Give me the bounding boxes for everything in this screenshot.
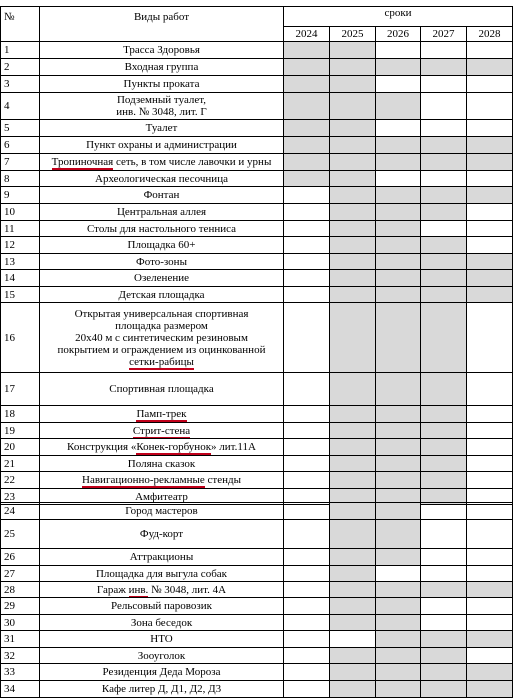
row-number: 32	[1, 648, 40, 664]
year-cell-filled	[330, 549, 376, 566]
table-row	[1, 237, 513, 254]
year-cell-filled	[284, 137, 330, 154]
year-cell-filled	[376, 503, 421, 520]
year-cell-empty	[467, 76, 513, 93]
year-cell-filled	[421, 631, 467, 648]
year-cell-empty	[421, 171, 467, 187]
year-cell-filled	[421, 137, 467, 154]
work-name: Озеленение	[40, 270, 284, 287]
year-cell-filled	[330, 520, 376, 549]
year-cell-filled	[376, 549, 421, 566]
row-number: 14	[1, 270, 40, 287]
year-cell-empty	[284, 456, 330, 472]
year-cell-empty	[467, 503, 513, 520]
table-row	[1, 187, 513, 204]
year-cell-filled	[330, 287, 376, 303]
row-number: 13	[1, 254, 40, 270]
year-cell-filled	[467, 664, 513, 681]
table-row	[1, 204, 513, 221]
work-name: Памп-трек	[40, 406, 284, 423]
row-number: 23	[1, 489, 40, 505]
table-row	[1, 137, 513, 154]
year-cell-empty	[284, 615, 330, 631]
year-cell-empty	[467, 171, 513, 187]
year-cell-empty	[467, 204, 513, 221]
work-name: Археологическая песочница	[40, 171, 284, 187]
year-cell-filled	[284, 154, 330, 171]
table-row	[1, 439, 513, 456]
year-cell-filled	[330, 221, 376, 237]
row-number: 20	[1, 439, 40, 456]
year-cell-filled	[376, 187, 421, 204]
row-number: 33	[1, 664, 40, 681]
year-cell-filled	[284, 59, 330, 76]
table-row	[1, 582, 513, 598]
work-name: Рельсовый паровозик	[40, 598, 284, 615]
year-cell-empty	[467, 303, 513, 373]
year-cell-filled	[467, 154, 513, 171]
year-cell-empty	[284, 423, 330, 439]
work-name: Столы для настольного тенниса	[40, 221, 284, 237]
year-cell-filled	[421, 287, 467, 303]
year-cell-empty	[284, 598, 330, 615]
work-name: Фото-зоны	[40, 254, 284, 270]
year-cell-filled	[467, 254, 513, 270]
table-row	[1, 520, 513, 549]
year-cell-empty	[467, 456, 513, 472]
year-cell-filled	[421, 204, 467, 221]
table-row	[1, 59, 513, 76]
year-cell-empty	[421, 93, 467, 120]
row-number: 11	[1, 221, 40, 237]
table-row	[1, 648, 513, 664]
year-cell-empty	[421, 549, 467, 566]
table-row	[1, 221, 513, 237]
year-cell-empty	[284, 439, 330, 456]
year-cell-filled	[467, 582, 513, 598]
year-cell-filled	[376, 303, 421, 373]
row-number: 5	[1, 120, 40, 137]
year-cell-empty	[376, 171, 421, 187]
row-number: 28	[1, 582, 40, 598]
row-number: 7	[1, 154, 40, 171]
year-cell-filled	[376, 406, 421, 423]
year-cell-empty	[467, 648, 513, 664]
year-cell-filled	[284, 93, 330, 120]
table-row	[1, 472, 513, 489]
year-cell-empty	[467, 42, 513, 59]
year-cell-empty	[467, 615, 513, 631]
table-row	[1, 303, 513, 373]
work-name: Пункты проката	[40, 76, 284, 93]
year-cell-empty	[284, 566, 330, 582]
year-cell-filled	[421, 187, 467, 204]
year-cell-empty	[284, 204, 330, 221]
year-cell-empty	[284, 254, 330, 270]
work-name: Трасса Здоровья	[40, 42, 284, 59]
year-cell-filled	[284, 76, 330, 93]
year-cell-empty	[284, 503, 330, 520]
work-name: Спортивная площадка	[40, 373, 284, 406]
year-cell-filled	[421, 254, 467, 270]
year-cell-empty	[284, 187, 330, 204]
year-cell-filled	[421, 270, 467, 287]
year-cell-empty	[467, 120, 513, 137]
year-cell-empty	[284, 631, 330, 648]
year-cell-filled	[330, 615, 376, 631]
year-cell-empty	[376, 120, 421, 137]
work-name: Площадка 60+	[40, 237, 284, 254]
works-schedule-table-bottom	[0, 502, 513, 698]
header-num: №	[1, 7, 40, 42]
header-year: 2024	[284, 27, 330, 42]
year-cell-filled	[376, 664, 421, 681]
year-cell-empty	[467, 566, 513, 582]
year-cell-empty	[421, 42, 467, 59]
year-cell-filled	[467, 270, 513, 287]
year-cell-filled	[421, 237, 467, 254]
table-row	[1, 93, 513, 120]
row-number: 17	[1, 373, 40, 406]
year-cell-filled	[376, 287, 421, 303]
row-number: 2	[1, 59, 40, 76]
row-number: 3	[1, 76, 40, 93]
year-cell-filled	[376, 93, 421, 120]
year-cell-empty	[421, 120, 467, 137]
year-cell-empty	[467, 520, 513, 549]
work-name: Навигационно-рекламные стенды	[40, 472, 284, 489]
table-row	[1, 566, 513, 582]
year-cell-filled	[376, 598, 421, 615]
row-number: 24	[1, 503, 40, 520]
year-cell-filled	[376, 59, 421, 76]
year-cell-empty	[330, 631, 376, 648]
year-cell-filled	[421, 472, 467, 489]
year-cell-filled	[330, 187, 376, 204]
year-cell-filled	[330, 254, 376, 270]
works-schedule-table-top	[0, 6, 513, 505]
row-number: 26	[1, 549, 40, 566]
header-terms: сроки	[284, 7, 513, 27]
year-cell-filled	[467, 631, 513, 648]
year-cell-filled	[376, 615, 421, 631]
table-row	[1, 681, 513, 698]
table-row	[1, 615, 513, 631]
year-cell-filled	[330, 42, 376, 59]
year-cell-filled	[330, 237, 376, 254]
year-cell-filled	[421, 664, 467, 681]
table-row	[1, 631, 513, 648]
year-cell-filled	[330, 137, 376, 154]
year-cell-empty	[284, 406, 330, 423]
year-cell-filled	[330, 439, 376, 456]
row-number: 15	[1, 287, 40, 303]
table-row	[1, 270, 513, 287]
row-number: 21	[1, 456, 40, 472]
table-row	[1, 287, 513, 303]
year-cell-empty	[467, 406, 513, 423]
year-cell-filled	[330, 664, 376, 681]
work-name: Открытая универсальная спортивная площадка размером 20х40 м с синтетическим резиновым покрытием и ограждением из оцинкованной сетки-рабицы	[40, 303, 284, 373]
year-cell-empty	[284, 373, 330, 406]
table-row	[1, 42, 513, 59]
year-cell-filled	[421, 648, 467, 664]
work-name: Кафе литер Д, Д1, Д2, Д3	[40, 681, 284, 698]
year-cell-filled	[376, 254, 421, 270]
table-row	[1, 664, 513, 681]
work-name: Гараж инв. № 3048, лит. 4А	[40, 582, 284, 598]
year-cell-empty	[421, 566, 467, 582]
table-row	[1, 120, 513, 137]
row-number: 16	[1, 303, 40, 373]
work-name: Площадка для выгула собак	[40, 566, 284, 582]
work-name: Центральная аллея	[40, 204, 284, 221]
work-name: Амфитеатр	[40, 489, 284, 505]
year-cell-empty	[421, 520, 467, 549]
year-cell-filled	[330, 423, 376, 439]
work-name: Туалет	[40, 120, 284, 137]
table-row	[1, 549, 513, 566]
table-row	[1, 406, 513, 423]
row-number: 9	[1, 187, 40, 204]
year-cell-filled	[467, 287, 513, 303]
row-number: 31	[1, 631, 40, 648]
table-row	[1, 456, 513, 472]
row-number: 34	[1, 681, 40, 698]
year-cell-filled	[376, 681, 421, 698]
year-cell-empty	[376, 42, 421, 59]
year-cell-empty	[284, 303, 330, 373]
work-name: Аттракционы	[40, 549, 284, 566]
year-cell-filled	[284, 171, 330, 187]
table-row	[1, 503, 513, 520]
row-number: 19	[1, 423, 40, 439]
year-cell-empty	[467, 598, 513, 615]
year-cell-filled	[421, 373, 467, 406]
year-cell-filled	[330, 582, 376, 598]
table-row	[1, 254, 513, 270]
header-year: 2028	[467, 27, 513, 42]
table-row	[1, 171, 513, 187]
year-cell-filled	[330, 406, 376, 423]
year-cell-empty	[467, 373, 513, 406]
year-cell-filled	[330, 154, 376, 171]
year-cell-empty	[284, 520, 330, 549]
year-cell-filled	[376, 373, 421, 406]
year-cell-filled	[421, 423, 467, 439]
year-cell-empty	[421, 76, 467, 93]
year-cell-filled	[421, 439, 467, 456]
year-cell-empty	[284, 287, 330, 303]
year-cell-filled	[330, 472, 376, 489]
year-cell-filled	[330, 204, 376, 221]
year-cell-filled	[376, 648, 421, 664]
year-cell-empty	[376, 76, 421, 93]
year-cell-filled	[421, 456, 467, 472]
year-cell-filled	[376, 520, 421, 549]
table-row	[1, 598, 513, 615]
work-name: Фонтан	[40, 187, 284, 204]
row-number: 8	[1, 171, 40, 187]
year-cell-empty	[467, 423, 513, 439]
year-cell-empty	[284, 221, 330, 237]
row-number: 29	[1, 598, 40, 615]
year-cell-empty	[467, 237, 513, 254]
work-name: Конструкция «Конек-горбунок» лит.11А	[40, 439, 284, 456]
table-row	[1, 423, 513, 439]
year-cell-filled	[421, 681, 467, 698]
work-name: Зооуголок	[40, 648, 284, 664]
header-year: 2025	[330, 27, 376, 42]
year-cell-filled	[330, 566, 376, 582]
year-cell-filled	[421, 406, 467, 423]
year-cell-filled	[467, 187, 513, 204]
year-cell-filled	[330, 171, 376, 187]
row-number: 6	[1, 137, 40, 154]
header-year: 2027	[421, 27, 467, 42]
row-number: 10	[1, 204, 40, 221]
header-works: Виды работ	[40, 7, 284, 42]
year-cell-filled	[330, 681, 376, 698]
year-cell-filled	[330, 270, 376, 287]
year-cell-filled	[330, 373, 376, 406]
year-cell-filled	[330, 503, 376, 520]
year-cell-filled	[376, 270, 421, 287]
year-cell-filled	[376, 472, 421, 489]
year-cell-filled	[376, 439, 421, 456]
table-row	[1, 76, 513, 93]
year-cell-empty	[284, 472, 330, 489]
year-cell-empty	[284, 549, 330, 566]
year-cell-empty	[284, 237, 330, 254]
header-year: 2026	[376, 27, 421, 42]
year-cell-filled	[376, 582, 421, 598]
year-cell-filled	[330, 648, 376, 664]
year-cell-empty	[467, 549, 513, 566]
year-cell-empty	[421, 221, 467, 237]
row-number: 27	[1, 566, 40, 582]
year-cell-filled	[330, 456, 376, 472]
year-cell-empty	[421, 615, 467, 631]
year-cell-empty	[467, 221, 513, 237]
year-cell-filled	[376, 237, 421, 254]
year-cell-filled	[467, 137, 513, 154]
year-cell-empty	[421, 598, 467, 615]
row-number: 25	[1, 520, 40, 549]
work-name: Входная группа	[40, 59, 284, 76]
row-number: 30	[1, 615, 40, 631]
row-number: 1	[1, 42, 40, 59]
year-cell-filled	[330, 120, 376, 137]
year-cell-filled	[467, 59, 513, 76]
work-name: НТО	[40, 631, 284, 648]
year-cell-empty	[421, 503, 467, 520]
year-cell-filled	[421, 582, 467, 598]
year-cell-filled	[376, 456, 421, 472]
year-cell-filled	[330, 303, 376, 373]
year-cell-filled	[330, 93, 376, 120]
work-name: Город мастеров	[40, 503, 284, 520]
year-cell-empty	[284, 648, 330, 664]
year-cell-filled	[330, 598, 376, 615]
work-name: Поляна сказок	[40, 456, 284, 472]
year-cell-filled	[376, 631, 421, 648]
year-cell-empty	[284, 664, 330, 681]
work-name: Подземный туалет, инв. № 3048, лит. Г	[40, 93, 284, 120]
row-number: 12	[1, 237, 40, 254]
year-cell-empty	[284, 270, 330, 287]
work-name: Детская площадка	[40, 287, 284, 303]
year-cell-filled	[376, 154, 421, 171]
row-number: 4	[1, 93, 40, 120]
year-cell-filled	[376, 221, 421, 237]
year-cell-empty	[467, 439, 513, 456]
year-cell-empty	[376, 566, 421, 582]
year-cell-filled	[421, 59, 467, 76]
year-cell-filled	[376, 423, 421, 439]
row-number: 18	[1, 406, 40, 423]
year-cell-filled	[421, 154, 467, 171]
year-cell-filled	[376, 204, 421, 221]
year-cell-empty	[284, 681, 330, 698]
year-cell-empty	[284, 582, 330, 598]
work-name: Резиденция Деда Мороза	[40, 664, 284, 681]
year-cell-filled	[330, 59, 376, 76]
year-cell-empty	[467, 93, 513, 120]
work-name: Пункт охраны и администрации	[40, 137, 284, 154]
year-cell-filled	[421, 303, 467, 373]
year-cell-empty	[467, 472, 513, 489]
year-cell-filled	[284, 42, 330, 59]
work-name: Зона беседок	[40, 615, 284, 631]
table-row	[1, 373, 513, 406]
year-cell-filled	[376, 137, 421, 154]
work-name: Стрит-стена	[40, 423, 284, 439]
year-cell-filled	[467, 681, 513, 698]
work-name: Фуд-корт	[40, 520, 284, 549]
table-row	[1, 154, 513, 171]
year-cell-filled	[284, 120, 330, 137]
work-name: Тропиночная сеть, в том числе лавочки и урны	[40, 154, 284, 171]
row-number: 22	[1, 472, 40, 489]
year-cell-filled	[330, 76, 376, 93]
